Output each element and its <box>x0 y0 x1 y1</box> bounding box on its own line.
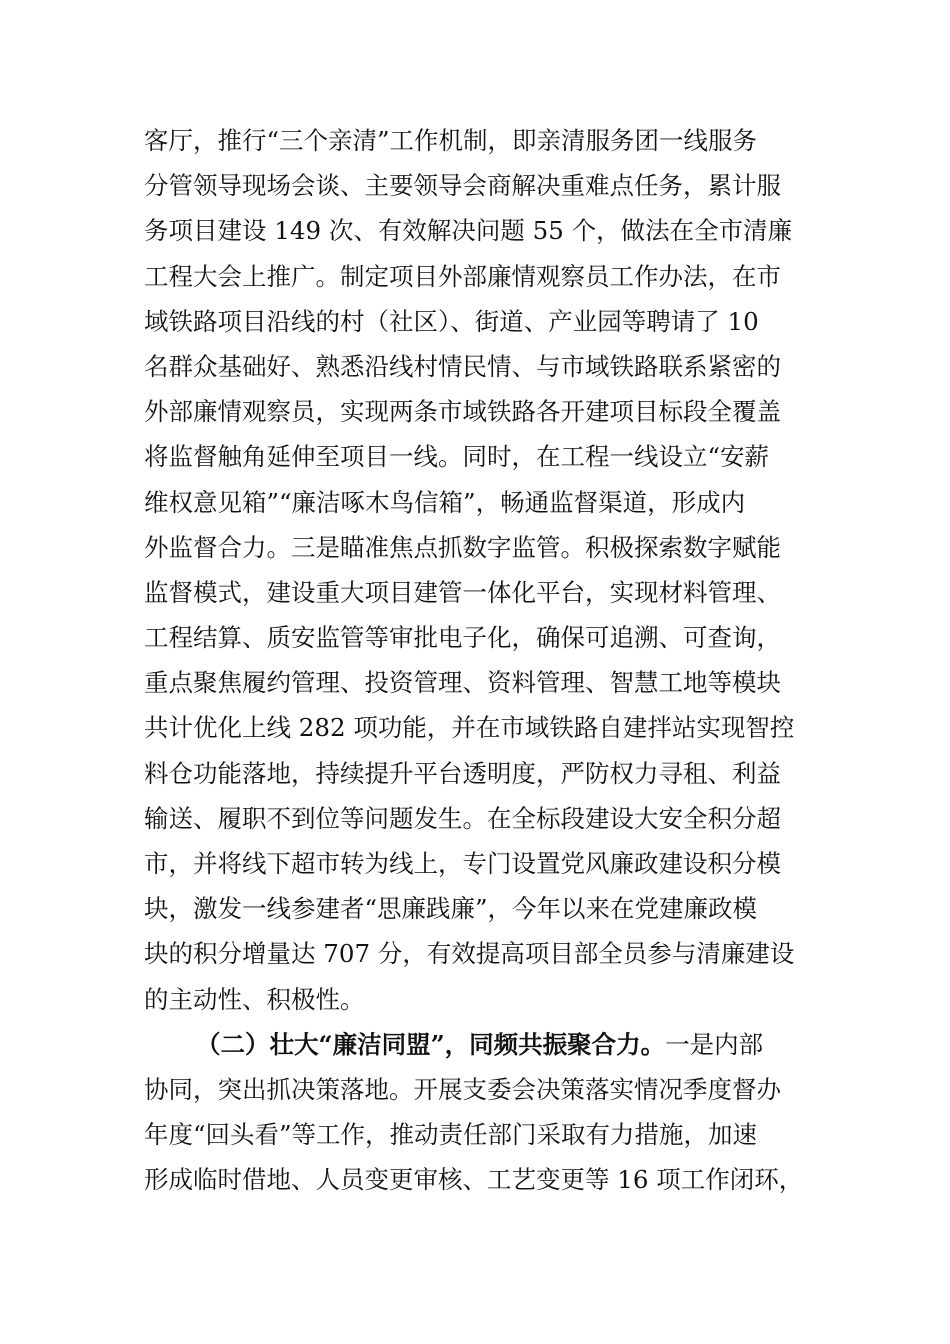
text-line: 重点聚焦履约管理、投资管理、资料管理、智慧工地等模块 <box>144 668 781 698</box>
text-line: 协同，突出抓决策落地。开展支委会决策落实情况季度督办 <box>144 1074 781 1104</box>
text-line: 外监督合力。三是瞄准焦点抓数字监管。积极探索数字赋能 <box>144 532 781 562</box>
text-line-first <box>144 1022 814 1067</box>
text-line: 域铁路项目沿线的村（社区）、街道、产业园等聘请了 10 <box>144 306 759 336</box>
section-heading: （二）壮大“廉洁同盟”，同频共振聚合力。 <box>196 1029 666 1059</box>
text-line: 输送、履职不到位等问题发生。在全标段建设大安全积分超 <box>144 803 781 833</box>
text-line: 料仓功能落地，持续提升平台透明度，严防权力寻租、利益 <box>144 758 781 788</box>
text-line: 块，激发一线参建者“思廉践廉”，今年以来在党建廉政模 <box>144 894 758 924</box>
text-line: 共计优化上线 282 项功能，并在市域铁路自建拌站实现智控 <box>144 713 795 743</box>
text-line: 将监督触角延伸至项目一线。同时，在工程一线设立“安薪 <box>144 442 770 472</box>
text-line: 年度“回头看”等工作，推动责任部门采取有力措施，加速 <box>144 1120 758 1150</box>
paragraph-1 <box>144 118 814 1022</box>
paragraph-2 <box>144 1022 814 1203</box>
heading-continuation: 一是内部 <box>665 1029 764 1059</box>
text-line: 形成临时借地、人员变更审核、工艺变更等 16 项工作闭环， <box>144 1165 804 1195</box>
text-line: 工程大会上推广。制定项目外部廉情观察员工作办法，在市 <box>144 261 781 291</box>
text-line: 块的积分增量达 707 分，有效提高项目部全员参与清廉建设 <box>144 939 795 969</box>
text-line: 名群众基础好、熟悉沿线村情民情、与市域铁路联系紧密的 <box>144 351 781 381</box>
text-line: 务项目建设 149 次、有效解决问题 55 个，做法在全市清廉 <box>144 216 793 246</box>
text-line: 的主动性、积极性。 <box>144 984 365 1014</box>
text-line: 维权意见箱”“廉洁啄木鸟信箱”，畅通监督渠道，形成内 <box>144 487 746 517</box>
body-text <box>144 118 814 1203</box>
text-line: 外部廉情观察员，实现两条市域铁路各开建项目标段全覆盖 <box>144 397 781 427</box>
text-line: 市，并将线下超市转为线上，专门设置党风廉政建设积分模 <box>144 849 781 878</box>
text-line: 客厅，推行“三个亲清”工作机制，即亲清服务团一线服务 <box>144 126 758 155</box>
text-line: 监督模式，建设重大项目建管一体化平台，实现材料管理、 <box>144 577 781 607</box>
text-line: 分管领导现场会谈、主要领导会商解决重难点任务，累计服 <box>144 171 781 201</box>
text-line: 工程结算、质安监管等审批电子化，确保可追溯、可查询， <box>144 623 781 653</box>
